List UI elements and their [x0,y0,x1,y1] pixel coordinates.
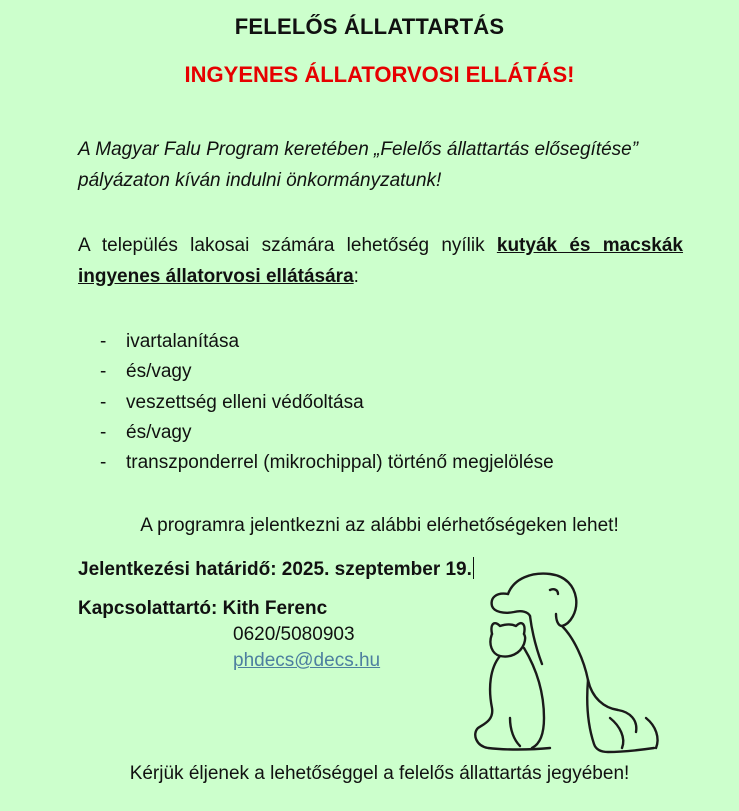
bullet-dash: - [100,361,107,383]
closing-note: Kérjük éljenek a lehetőséggel a felelős állattartás jegyében! [129,763,630,784]
list-item-text: ivartalanítása [126,331,240,352]
list-item [100,327,554,357]
offer-highlight: kutyák és macskák ingyenes állatorvosi ellátására [78,235,684,287]
contact-person: Kapcsolattartó: Kith Ferenc [78,598,328,619]
contact-email-link[interactable]: phdecs@decs.hu [233,650,381,671]
offer-paragraph [78,230,683,292]
deadline-text: Jelentkezési határidő: 2025. szeptember 19. [78,559,472,580]
bullet-dash: - [100,421,107,443]
list-item-text: és/vagy [126,421,192,443]
offer-colon: : [353,266,359,287]
offer-text: A település lakosai számára lehetőség nyílik [78,235,497,256]
services-list [100,327,554,478]
list-item [100,357,554,387]
list-item-text: veszettség elleni védőoltása [126,391,364,413]
contact-phone: 0620/5080903 [233,624,355,645]
bullet-dash: - [100,452,107,474]
list-item [100,388,554,418]
list-item [100,418,554,448]
list-item-text: transzponderrel (mikrochippal) történő megjelölése [126,452,554,474]
bullet-dash: - [100,391,107,413]
bullet-dash: - [100,331,107,352]
list-item-text: és/vagy [126,361,192,383]
page-title: FELELŐS ÁLLATTARTÁS [234,14,505,39]
page-subtitle: INGYENES ÁLLATORVOSI ELLÁTÁS! [184,62,575,87]
list-item [100,448,554,478]
intro-paragraph: A Magyar Falu Program keretében „Felelős állattartás elősegítése” pályázaton kíván indulni önkormányzatunk! [78,139,639,191]
dog-and-cat-outline-icon [470,568,670,760]
apply-instruction: A programra jelentkezni az alábbi elérhetőségeken lehet! [140,515,619,536]
deadline-line[interactable] [78,557,474,581]
